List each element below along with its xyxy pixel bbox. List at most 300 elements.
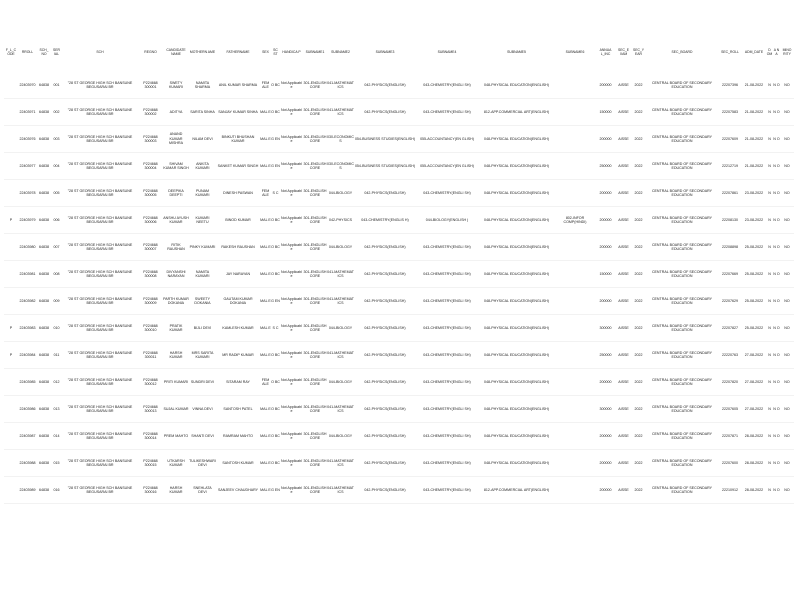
dom-cell: N (766, 342, 773, 369)
serial-cell: 005 (51, 180, 62, 207)
sec-board-cell: CENTRAL BOARD OF SECONDARY EDUCATION (646, 396, 718, 423)
dom-cell: N (766, 477, 773, 504)
scst-cell: G EN (271, 153, 280, 180)
father-name-cell: ANIL KUMAR SHARMA (216, 72, 260, 99)
minority-cell: NO (780, 396, 794, 423)
rroll-cell: 22403978 (18, 180, 37, 207)
sec-exam-cell: AISSE (616, 396, 631, 423)
subject5-cell: 048-PHYSICAL EDUCATION(ENGLISH) (478, 288, 555, 315)
school-cell: "28 ST GEORGE HIGH SCH BANSUNE BEGUSARAI BR (62, 207, 138, 234)
sec-roll-cell: 22208898 (718, 234, 742, 261)
mother-name-cell: SHANTI DEVI (189, 423, 216, 450)
annual-income-cell: 200000 (595, 207, 616, 234)
column-header: SUBNAME5 (507, 50, 526, 54)
subject5-cell: 812-APP.COMMERCIAL ART(ENGLISH) (478, 99, 555, 126)
sec-exam-cell: AISSE (616, 288, 631, 315)
table-row (4, 396, 794, 423)
ana-cell: N O (773, 153, 780, 180)
subject2-cell: 044-BIOLOGY (327, 369, 354, 396)
subject5-cell: 048-PHYSICAL EDUCATION(ENGLISH) (478, 207, 555, 234)
sex-cell: MAL E (260, 423, 271, 450)
subject4-cell: 043-CHEMISTRY(ENGLI SH) (416, 261, 478, 288)
sec-exam-cell: AISSE (616, 180, 631, 207)
dom-cell: N (766, 450, 773, 477)
rroll-cell: 22403977 (18, 153, 37, 180)
subject2-cell: 041-MATHEMAT ICS (327, 288, 354, 315)
ana-cell: N O (773, 342, 780, 369)
sec-board-cell: CENTRAL BOARD OF SECONDARY EDUCATION (646, 126, 718, 153)
sex-cell: MAL E (260, 396, 271, 423)
subject1-cell: 301-ENGLISH CORE (303, 315, 327, 342)
serial-cell: 003 (51, 126, 62, 153)
sec-board-cell: CENTRAL BOARD OF SECONDARY EDUCATION (646, 99, 718, 126)
candidate-name-cell: PRITI KUMARI (163, 369, 189, 396)
rroll-cell: 22403971 (18, 99, 37, 126)
father-name-cell: RAMRAM MAHTO (216, 423, 260, 450)
subject1-cell: 301-ENGLISH CORE (303, 261, 327, 288)
father-name-cell: RAKESH RAUSHAN (216, 234, 260, 261)
candidate-name-cell: SUJAL KUMAR (163, 396, 189, 423)
sec-roll-cell: 22207583 (718, 99, 742, 126)
school-cell: "28 ST GEORGE HIGH SCH BANSUNE BEGUSARAI BR (62, 261, 138, 288)
ana-cell: N O (773, 315, 780, 342)
school-cell: "28 ST GEORGE HIGH SCH BANSUNE BEGUSARAI BR (62, 315, 138, 342)
sec-exam-cell: AISSE (616, 450, 631, 477)
candidate-name-cell: ADITYA (163, 99, 189, 126)
scst-cell: O BC (271, 423, 280, 450)
sch-no-cell: 64838 (37, 450, 51, 477)
subject3-cell: 043-CHEMISTRY(ENGLIS H) (354, 207, 416, 234)
table-row (4, 153, 794, 180)
subject1-cell: 301-ENGLISH CORE (303, 234, 327, 261)
sex-cell: MAL E (260, 261, 271, 288)
sec-roll-cell: 22207827 (718, 315, 742, 342)
sec-year-cell: 2022 (631, 234, 646, 261)
subject5-cell: 048-PHYSICAL EDUCATION(ENGLISH) (478, 234, 555, 261)
sec-board-cell: CENTRAL BOARD OF SECONDARY EDUCATION (646, 450, 718, 477)
mother-name-cell: SWEETY DOKANIA (189, 288, 216, 315)
annual-income-cell: 200000 (595, 126, 616, 153)
subject6-cell (555, 288, 595, 315)
minority-cell: NO (780, 369, 794, 396)
ana-cell: N O (773, 99, 780, 126)
sec-board-cell: CENTRAL BOARD OF SECONDARY EDUCATION (646, 234, 718, 261)
flc-cell (4, 288, 18, 315)
school-cell: "28 ST GEORGE HIGH SCH BANSUNE BEGUSARAI BR (62, 477, 138, 504)
handicap-cell: Not Applicabl e (280, 396, 303, 423)
dom-cell: N (766, 207, 773, 234)
sec-board-cell: CENTRAL BOARD OF SECONDARY EDUCATION (646, 315, 718, 342)
father-name-cell: BINOD KUMAR (216, 207, 260, 234)
serial-cell: 007 (51, 234, 62, 261)
column-header: SC ST (273, 48, 278, 56)
table-row (4, 234, 794, 261)
candidate-name-cell: PRATIK KUMAR (163, 315, 189, 342)
handicap-cell: Not Applicabl e (280, 450, 303, 477)
sec-roll-cell: 22207629 (718, 288, 742, 315)
annual-income-cell: 200000 (595, 234, 616, 261)
subject6-cell (555, 450, 595, 477)
subject3-cell: 054-BUSINESS STUDIES(ENGLISH) (354, 153, 416, 180)
admission-date-cell: 21-08-2022 (742, 126, 766, 153)
father-name-cell: SANTOSH PATEL (216, 396, 260, 423)
column-header: SEC_Y EAR (632, 48, 645, 56)
father-name-cell: JAY NARAYAN (216, 261, 260, 288)
sex-cell: MAL E (260, 450, 271, 477)
subject4-cell: 043-CHEMISTRY(ENGLI SH) (416, 288, 478, 315)
ana-cell: N O (773, 126, 780, 153)
admission-date-cell: 27-08-2022 (742, 342, 766, 369)
table-row (4, 99, 794, 126)
admission-date-cell: 21-08-2022 (742, 72, 766, 99)
subject4-cell: 043-CHEMISTRY(ENGLI SH) (416, 450, 478, 477)
subject5-cell: 048-PHYSICAL EDUCATION(ENGLISH) (478, 72, 555, 99)
sec-roll-cell: 22220763 (718, 342, 742, 369)
scst-cell: O BC (271, 261, 280, 288)
candidate-name-cell: PARTH KUMAR DOKANIA (163, 288, 189, 315)
annual-income-cell: 200000 (595, 450, 616, 477)
sec-board-cell: CENTRAL BOARD OF SECONDARY EDUCATION (646, 180, 718, 207)
column-header: MINO RITY (782, 48, 792, 56)
sec-board-cell: CENTRAL BOARD OF SECONDARY EDUCATION (646, 423, 718, 450)
sex-cell: FEM ALE (260, 180, 271, 207)
annual-income-cell: 200000 (595, 180, 616, 207)
father-name-cell: MR RADIP KUMAR (216, 342, 260, 369)
admission-date-cell: 23-08-2022 (742, 207, 766, 234)
sec-roll-cell: 22207820 (718, 369, 742, 396)
flc-cell (4, 153, 18, 180)
subject4-cell: 043-CHEMISTRY(ENGLI SH) (416, 72, 478, 99)
subject6-cell (555, 126, 595, 153)
subject6-cell (555, 72, 595, 99)
table-row (4, 261, 794, 288)
sch-no-cell: 64838 (37, 207, 51, 234)
sec-year-cell: 2022 (631, 153, 646, 180)
mother-name-cell: NAMITA KUMARI (189, 261, 216, 288)
sec-board-cell: CENTRAL BOARD OF SECONDARY EDUCATION (646, 72, 718, 99)
sec-exam-cell: AISSE (616, 207, 631, 234)
sec-year-cell: 2022 (631, 180, 646, 207)
regno-cell: P224668 300001 (138, 72, 163, 99)
column-header: SCH (96, 50, 104, 54)
mother-name-cell: TULIKESHWARI DEVI (189, 450, 216, 477)
annual-income-cell: 200000 (595, 477, 616, 504)
subject4-cell: 044-BIOLOGY(ENGLISH ) (416, 207, 478, 234)
subject6-cell (555, 261, 595, 288)
column-header: SCH_ NO (39, 48, 49, 56)
subject1-cell: 301-ENGLISH CORE (303, 207, 327, 234)
column-header: CANDIDATE NAME (166, 48, 186, 56)
scst-cell: O BC (271, 99, 280, 126)
column-header: REGNO (144, 50, 157, 54)
column-header: RROLL (21, 50, 34, 54)
candidate-name-cell: ANSHU AYUSH KUMAR (163, 207, 189, 234)
sch-no-cell: 64838 (37, 261, 51, 288)
scst-cell: O BC (271, 450, 280, 477)
serial-cell: 016 (51, 477, 62, 504)
flc-cell (4, 477, 18, 504)
rroll-cell: 22403980 (18, 234, 37, 261)
dom-cell: N (766, 315, 773, 342)
handicap-cell: Not Applicabl e (280, 261, 303, 288)
ana-cell: N O (773, 450, 780, 477)
sch-no-cell: 64838 (37, 288, 51, 315)
minority-cell: NO (780, 450, 794, 477)
school-cell: "28 ST GEORGE HIGH SCH BANSUNE BEGUSARAI BR (62, 126, 138, 153)
subject5-cell: 048-PHYSICAL EDUCATION(ENGLISH) (478, 315, 555, 342)
subject4-cell: 055-ACCOUNTANCY(EN GLISH) (416, 153, 478, 180)
regno-cell: P224668 300011 (138, 342, 163, 369)
sch-no-cell: 64838 (37, 315, 51, 342)
flc-cell (4, 234, 18, 261)
mother-name-cell: MRS SARITA KUMARI (189, 342, 216, 369)
regno-cell: P224668 300004 (138, 153, 163, 180)
sec-exam-cell: AISSE (616, 99, 631, 126)
table-row (4, 477, 794, 504)
minority-cell: NO (780, 180, 794, 207)
sec-board-cell: CENTRAL BOARD OF SECONDARY EDUCATION (646, 369, 718, 396)
admission-date-cell: 21-08-2022 (742, 99, 766, 126)
column-header: A N A (773, 48, 780, 56)
sec-board-cell: CENTRAL BOARD OF SECONDARY EDUCATION (646, 477, 718, 504)
regno-cell: P224668 300014 (138, 423, 163, 450)
annual-income-cell: 200000 (595, 288, 616, 315)
subject6-cell (555, 396, 595, 423)
mother-name-cell: BIJLI DEVI (189, 315, 216, 342)
minority-cell: NO (780, 315, 794, 342)
candidate-name-cell: PREM MAHTO (163, 423, 189, 450)
sec-roll-cell: 22212719 (718, 153, 742, 180)
flc-cell: P (4, 207, 18, 234)
ana-cell: N O (773, 180, 780, 207)
sec-year-cell: 2022 (631, 423, 646, 450)
subject5-cell: 048-PHYSICAL EDUCATION(ENGLISH) (478, 450, 555, 477)
subject3-cell: 042-PHYSICS(ENGLISH) (354, 342, 416, 369)
subject2-cell: 030-ECONOMIC S (327, 153, 354, 180)
father-name-cell: DINESH PASWAN (216, 180, 260, 207)
subject4-cell: 043-CHEMISTRY(ENGLI SH) (416, 180, 478, 207)
subject6-cell (555, 369, 595, 396)
annual-income-cell: 150000 (595, 99, 616, 126)
subject4-cell: 043-CHEMISTRY(ENGLI SH) (416, 423, 478, 450)
rroll-cell: 22403984 (18, 342, 37, 369)
sec-year-cell: 2022 (631, 342, 646, 369)
subject5-cell: 048-PHYSICAL EDUCATION(ENGLISH) (478, 126, 555, 153)
subject5-cell: 048-PHYSICAL EDUCATION(ENGLISH) (478, 342, 555, 369)
annual-income-cell: 200000 (595, 369, 616, 396)
subject2-cell: 042-PHYSICS (327, 207, 354, 234)
serial-cell: 004 (51, 153, 62, 180)
minority-cell: NO (780, 72, 794, 99)
school-cell: "28 ST GEORGE HIGH SCH BANSUNE BEGUSARAI BR (62, 234, 138, 261)
rroll-cell: 22403988 (18, 450, 37, 477)
subject3-cell: 054-BUSINESS STUDIES(ENGLISH) (354, 126, 416, 153)
subject3-cell: 042-PHYSICS(ENGLISH) (354, 261, 416, 288)
sec-board-cell: CENTRAL BOARD OF SECONDARY EDUCATION (646, 342, 718, 369)
subject6-cell (555, 99, 595, 126)
serial-cell: 010 (51, 315, 62, 342)
regno-cell: P224668 300008 (138, 261, 163, 288)
rroll-cell: 22403981 (18, 261, 37, 288)
dom-cell: N (766, 288, 773, 315)
admission-date-cell: 23-08-2022 (742, 180, 766, 207)
candidate-name-cell: HARSH KUMAR (163, 342, 189, 369)
admission-date-cell: 28-08-2022 (742, 450, 766, 477)
minority-cell: NO (780, 261, 794, 288)
subject2-cell: 041-MATHEMAT ICS (327, 72, 354, 99)
regno-cell: P224668 300013 (138, 396, 163, 423)
subject2-cell: 041-MATHEMAT ICS (327, 99, 354, 126)
column-header: SUBNAME2 (331, 50, 350, 54)
sec-exam-cell: AISSE (616, 234, 631, 261)
father-name-cell: SANJEEV CHAUDHARY (216, 477, 260, 504)
flc-cell (4, 396, 18, 423)
column-header: SUBNAME3 (375, 50, 395, 54)
school-cell: "28 ST GEORGE HIGH SCH BANSUNE BEGUSARAI BR (62, 369, 138, 396)
dom-cell: N (766, 99, 773, 126)
table-row (4, 423, 794, 450)
scst-cell: O BC (271, 72, 280, 99)
sex-cell: MAL E (260, 99, 271, 126)
subject4-cell: 043-CHEMISTRY(ENGLI SH) (416, 342, 478, 369)
column-header: HANDICA P (282, 50, 301, 54)
scst-cell: S C (271, 180, 280, 207)
regno-cell: P224668 300005 (138, 180, 163, 207)
rroll-cell: 22403979 (18, 207, 37, 234)
subject2-cell: 041-MATHEMAT ICS (327, 477, 354, 504)
school-cell: "28 ST GEORGE HIGH SCH BANSUNE BEGUSARAI BR (62, 153, 138, 180)
minority-cell: NO (780, 288, 794, 315)
mother-name-cell: ANKITA KUMARI (189, 153, 216, 180)
column-header: SER IAL (53, 48, 60, 56)
header-row (4, 32, 794, 72)
serial-cell: 015 (51, 450, 62, 477)
subject3-cell: 042-PHYSICS(ENGLISH) (354, 396, 416, 423)
handicap-cell: Not Applicabl e (280, 288, 303, 315)
serial-cell: 013 (51, 396, 62, 423)
ana-cell: N O (773, 369, 780, 396)
sex-cell: MAL E (260, 234, 271, 261)
sec-roll-cell: 22207396 (718, 72, 742, 99)
serial-cell: 011 (51, 342, 62, 369)
minority-cell: NO (780, 99, 794, 126)
handicap-cell: Not Applicabl e (280, 126, 303, 153)
father-name-cell: GAUTAM KUMAR DOKANIA (216, 288, 260, 315)
subject1-cell: 301-ENGLISH CORE (303, 423, 327, 450)
sch-no-cell: 64838 (37, 180, 51, 207)
sex-cell: MAL E (260, 477, 271, 504)
scst-cell: G EN (271, 477, 280, 504)
ana-cell: N O (773, 72, 780, 99)
sec-exam-cell: AISSE (616, 369, 631, 396)
ana-cell: N O (773, 234, 780, 261)
subject1-cell: 301-ENGLISH CORE (303, 450, 327, 477)
flc-cell (4, 99, 18, 126)
rroll-cell: 22403983 (18, 315, 37, 342)
subject2-cell: 041-MATHEMAT ICS (327, 396, 354, 423)
spreadsheet-page (4, 32, 792, 504)
dom-cell: N (766, 261, 773, 288)
sch-no-cell: 64838 (37, 369, 51, 396)
column-header: ADM_DATE (744, 50, 764, 54)
subject4-cell: 043-CHEMISTRY(ENGLI SH) (416, 315, 478, 342)
table-row (4, 450, 794, 477)
rroll-cell: 22403989 (18, 477, 37, 504)
rroll-cell: 22403976 (18, 126, 37, 153)
subject1-cell: 301-ENGLISH CORE (303, 396, 327, 423)
school-cell: "28 ST GEORGE HIGH SCH BANSUNE BEGUSARAI BR (62, 288, 138, 315)
flc-cell (4, 126, 18, 153)
sec-roll-cell: 22208130 (718, 207, 742, 234)
admission-date-cell: 27-08-2022 (742, 369, 766, 396)
admission-date-cell: 28-08-2022 (742, 477, 766, 504)
father-name-cell: KAMLESH KUMAR (216, 315, 260, 342)
regno-cell: P224668 300015 (138, 450, 163, 477)
mother-name-cell: SARITA SINHA (189, 99, 216, 126)
candidate-name-cell: DEEPIKA DEEPTI (163, 180, 189, 207)
dom-cell: N (766, 369, 773, 396)
handicap-cell: Not Applicabl e (280, 477, 303, 504)
father-name-cell: SANKET KUMAR SINGH (216, 153, 260, 180)
handicap-cell: Not Applicabl e (280, 234, 303, 261)
scst-cell: S C (271, 315, 280, 342)
sch-no-cell: 64838 (37, 396, 51, 423)
sec-board-cell: CENTRAL BOARD OF SECONDARY EDUCATION (646, 153, 718, 180)
table-row (4, 315, 794, 342)
sec-year-cell: 2022 (631, 369, 646, 396)
admission-date-cell: 25-08-2022 (742, 288, 766, 315)
subject6-cell (555, 315, 595, 342)
regno-cell: P224668 300009 (138, 288, 163, 315)
sch-no-cell: 64838 (37, 153, 51, 180)
subject1-cell: 301-ENGLISH CORE (303, 153, 327, 180)
minority-cell: NO (780, 153, 794, 180)
table-row (4, 72, 794, 99)
father-name-cell: SITARAM RAY (216, 369, 260, 396)
annual-income-cell: 150000 (595, 261, 616, 288)
subject3-cell: 042-PHYSICS(ENGLISH) (354, 72, 416, 99)
sec-year-cell: 2022 (631, 207, 646, 234)
subject4-cell: 043-CHEMISTRY(ENGLI SH) (416, 99, 478, 126)
sec-exam-cell: AISSE (616, 126, 631, 153)
sec-year-cell: 2022 (631, 450, 646, 477)
table-row (4, 126, 794, 153)
regno-cell: P224668 300016 (138, 477, 163, 504)
student-registration-table (4, 32, 794, 504)
sec-exam-cell: AISSE (616, 423, 631, 450)
flc-cell (4, 180, 18, 207)
column-header: F_L_C ODE (5, 48, 17, 56)
subject5-cell: 048-PHYSICAL EDUCATION(ENGLISH) (478, 423, 555, 450)
subject6-cell (555, 423, 595, 450)
rroll-cell: 22403982 (18, 288, 37, 315)
subject3-cell: 042-PHYSICS(ENGLISH) (354, 423, 416, 450)
subject2-cell: 041-MATHEMAT ICS (327, 450, 354, 477)
rroll-cell: 22403985 (18, 369, 37, 396)
subject1-cell: 301-ENGLISH CORE (303, 477, 327, 504)
sec-year-cell: 2022 (631, 477, 646, 504)
table-row (4, 369, 794, 396)
subject5-cell: 812-APP.COMMERCIAL ART(ENGLISH) (478, 477, 555, 504)
sec-roll-cell: 22207669 (718, 261, 742, 288)
subject5-cell: 048-PHYSICAL EDUCATION(ENGLISH) (478, 369, 555, 396)
subject5-cell: 048-PHYSICAL EDUCATION(ENGLISH) (478, 153, 555, 180)
annual-income-cell: 250000 (595, 342, 616, 369)
minority-cell: NO (780, 342, 794, 369)
flc-cell (4, 450, 18, 477)
annual-income-cell: 300000 (595, 396, 616, 423)
scst-cell: O BC (271, 342, 280, 369)
